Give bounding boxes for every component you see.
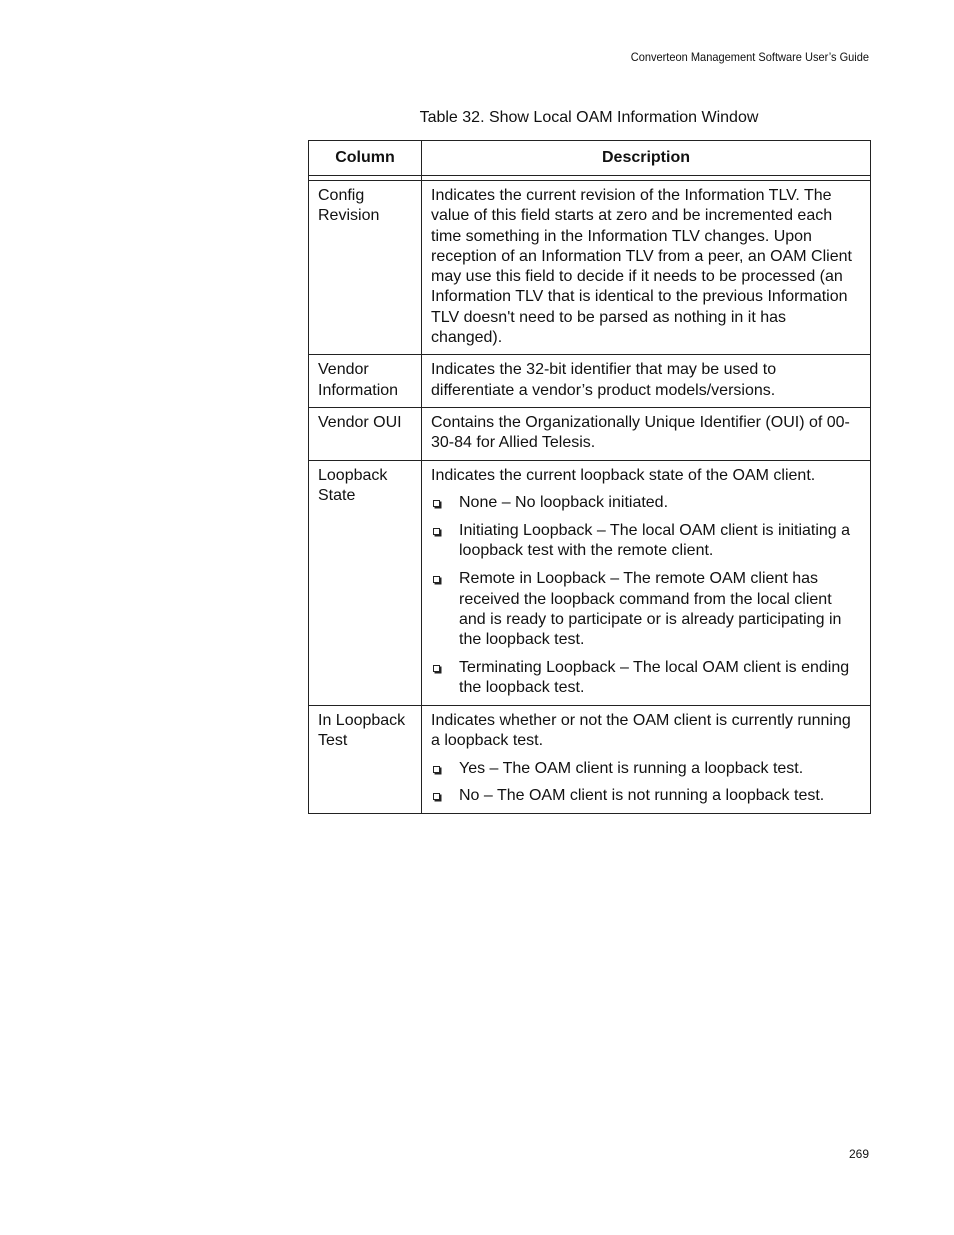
bullet-list (431, 759, 861, 807)
table-caption: Table 32. Show Local OAM Information Window (419, 109, 759, 126)
row-description-cell (422, 460, 871, 705)
table-row (309, 407, 871, 460)
checkbox-bullet-icon (433, 766, 440, 773)
table-row (309, 705, 871, 813)
row-column-name: Vendor OUI (309, 407, 422, 460)
bullet-item (431, 759, 861, 779)
bullet-text: Initiating Loopback – The local OAM client is initiating a loopback test with the remote client. (459, 522, 851, 560)
table-row (309, 460, 871, 705)
table-row (309, 355, 871, 408)
checkbox-bullet-icon (433, 576, 440, 583)
bullet-text: No – The OAM client is not running a loopback test. (459, 787, 825, 805)
bullet-item (431, 521, 861, 562)
bullet-text: Yes – The OAM client is running a loopback test. (459, 759, 804, 777)
checkbox-bullet-icon (433, 665, 440, 672)
checkbox-bullet-icon (433, 793, 440, 800)
bullet-item (431, 493, 861, 513)
table-row (309, 181, 871, 355)
row-description: Indicates the 32-bit identifier that may be used to differentiate a vendor’s product models/versions. (431, 361, 777, 399)
bullet-item (431, 569, 861, 650)
table-header-row (309, 141, 871, 176)
table-body (309, 176, 871, 814)
row-description: Indicates whether or not the OAM client is currently running a loopback test. (431, 711, 851, 749)
row-column-name: In Loopback Test (309, 705, 422, 813)
row-column-name: Vendor Information (309, 355, 422, 408)
checkbox-bullet-icon (433, 500, 440, 507)
oam-info-table (308, 140, 871, 814)
bullet-list (431, 493, 861, 698)
row-description-cell (422, 705, 871, 813)
page-number: 269 (848, 1147, 869, 1161)
bullet-item (431, 786, 861, 806)
row-description-cell (422, 181, 871, 355)
row-description: Indicates the current revision of the Information TLV. The value of this field starts at zero and be incremented each time something in the Information TLV changes. Upon reception of an Information TLV from a peer, an OAM Client may use this field to decide if it needs to be processed (an Information TLV that is identical to the previous Information TLV doesn't need to be parsed as nothing in it has changed). (431, 187, 852, 347)
oam-info-table-container (308, 140, 870, 814)
row-description: Contains the Organizationally Unique Identifier (OUI) of 00-30-84 for Allied Telesis. (431, 413, 850, 452)
bullet-item (431, 658, 861, 699)
row-description-cell (422, 355, 871, 408)
description-header: Description (422, 141, 871, 176)
column-header: Column (309, 141, 422, 176)
row-description: Indicates the current loopback state of the OAM client. (431, 466, 816, 484)
row-column-name: Loopback State (309, 460, 422, 705)
bullet-text: Terminating Loopback – The local OAM client is ending the loopback test. (459, 658, 850, 697)
running-header: Converteon Management Software User’s Guide (630, 50, 869, 64)
bullet-text: Remote in Loopback – The remote OAM client has received the loopback command from the local client and is ready to participate or is already participating in the loopback test. (459, 570, 842, 649)
bullet-text: None – No loopback initiated. (459, 494, 669, 512)
row-column-name: Config Revision (309, 181, 422, 355)
checkbox-bullet-icon (433, 528, 440, 535)
row-description-cell (422, 407, 871, 460)
